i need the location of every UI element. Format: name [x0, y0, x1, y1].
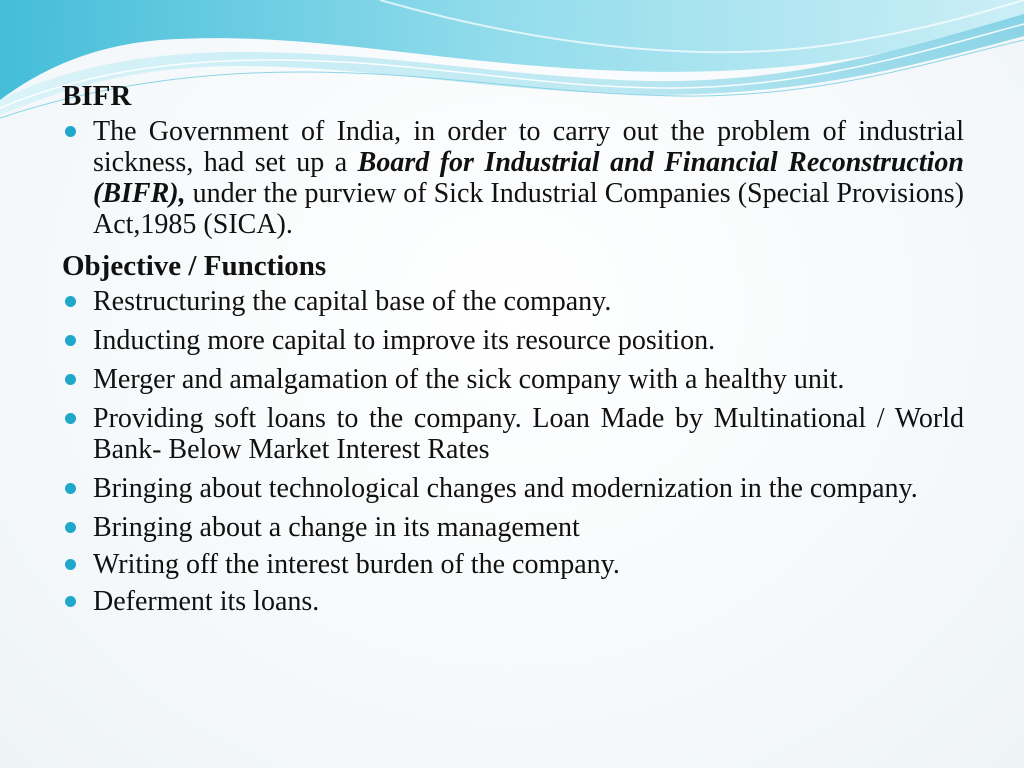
bullet-icon	[65, 296, 76, 307]
list-item-text: Bringing about a change in its management	[93, 512, 580, 543]
list-item	[62, 473, 964, 504]
list-item-text: Writing off the interest burden of the company.	[93, 549, 620, 580]
bullet-icon	[65, 374, 76, 385]
functions-list	[62, 286, 964, 617]
intro-list	[62, 116, 964, 240]
list-item	[62, 512, 964, 543]
list-item-text: Deferment its loans.	[93, 586, 320, 617]
bullet-icon	[65, 126, 76, 137]
intro-item	[62, 116, 964, 240]
bullet-icon	[65, 522, 76, 533]
list-item-text: Restructuring the capital base of the company.	[93, 286, 612, 317]
list-item-text: Merger and amalgamation of the sick company with a healthy unit.	[93, 364, 845, 395]
bullet-icon	[65, 335, 76, 346]
list-item-text: Bringing about technological changes and modernization in the company.	[93, 473, 918, 504]
section-subtitle: Objective / Functions	[62, 250, 327, 282]
list-item	[62, 286, 964, 317]
slide-title: BIFR	[62, 80, 132, 112]
intro-text-after: under the purview of Sick Industrial Companies (Special Provisions) Act,1985 (SICA).	[93, 178, 964, 240]
list-item	[62, 325, 964, 356]
list-item	[62, 403, 964, 465]
bullet-icon	[65, 483, 76, 494]
intro-text-before: The Government of India, in order to carry out the problem of industrial sickness, had set up a	[93, 116, 964, 178]
bullet-icon	[65, 559, 76, 570]
list-item	[62, 586, 964, 617]
intro-emphasis: Board for Industrial and Financial Reconstruction (BIFR),	[93, 147, 964, 209]
bullet-icon	[65, 596, 76, 607]
list-item-text: Providing soft loans to the company. Loan Made by Multinational / World Bank- Below Market Interest Rates	[93, 403, 964, 465]
list-item	[62, 549, 964, 580]
list-item-text: Inducting more capital to improve its resource position.	[93, 325, 716, 356]
bullet-icon	[65, 413, 76, 424]
slide-content	[62, 78, 964, 623]
list-item	[62, 364, 964, 395]
